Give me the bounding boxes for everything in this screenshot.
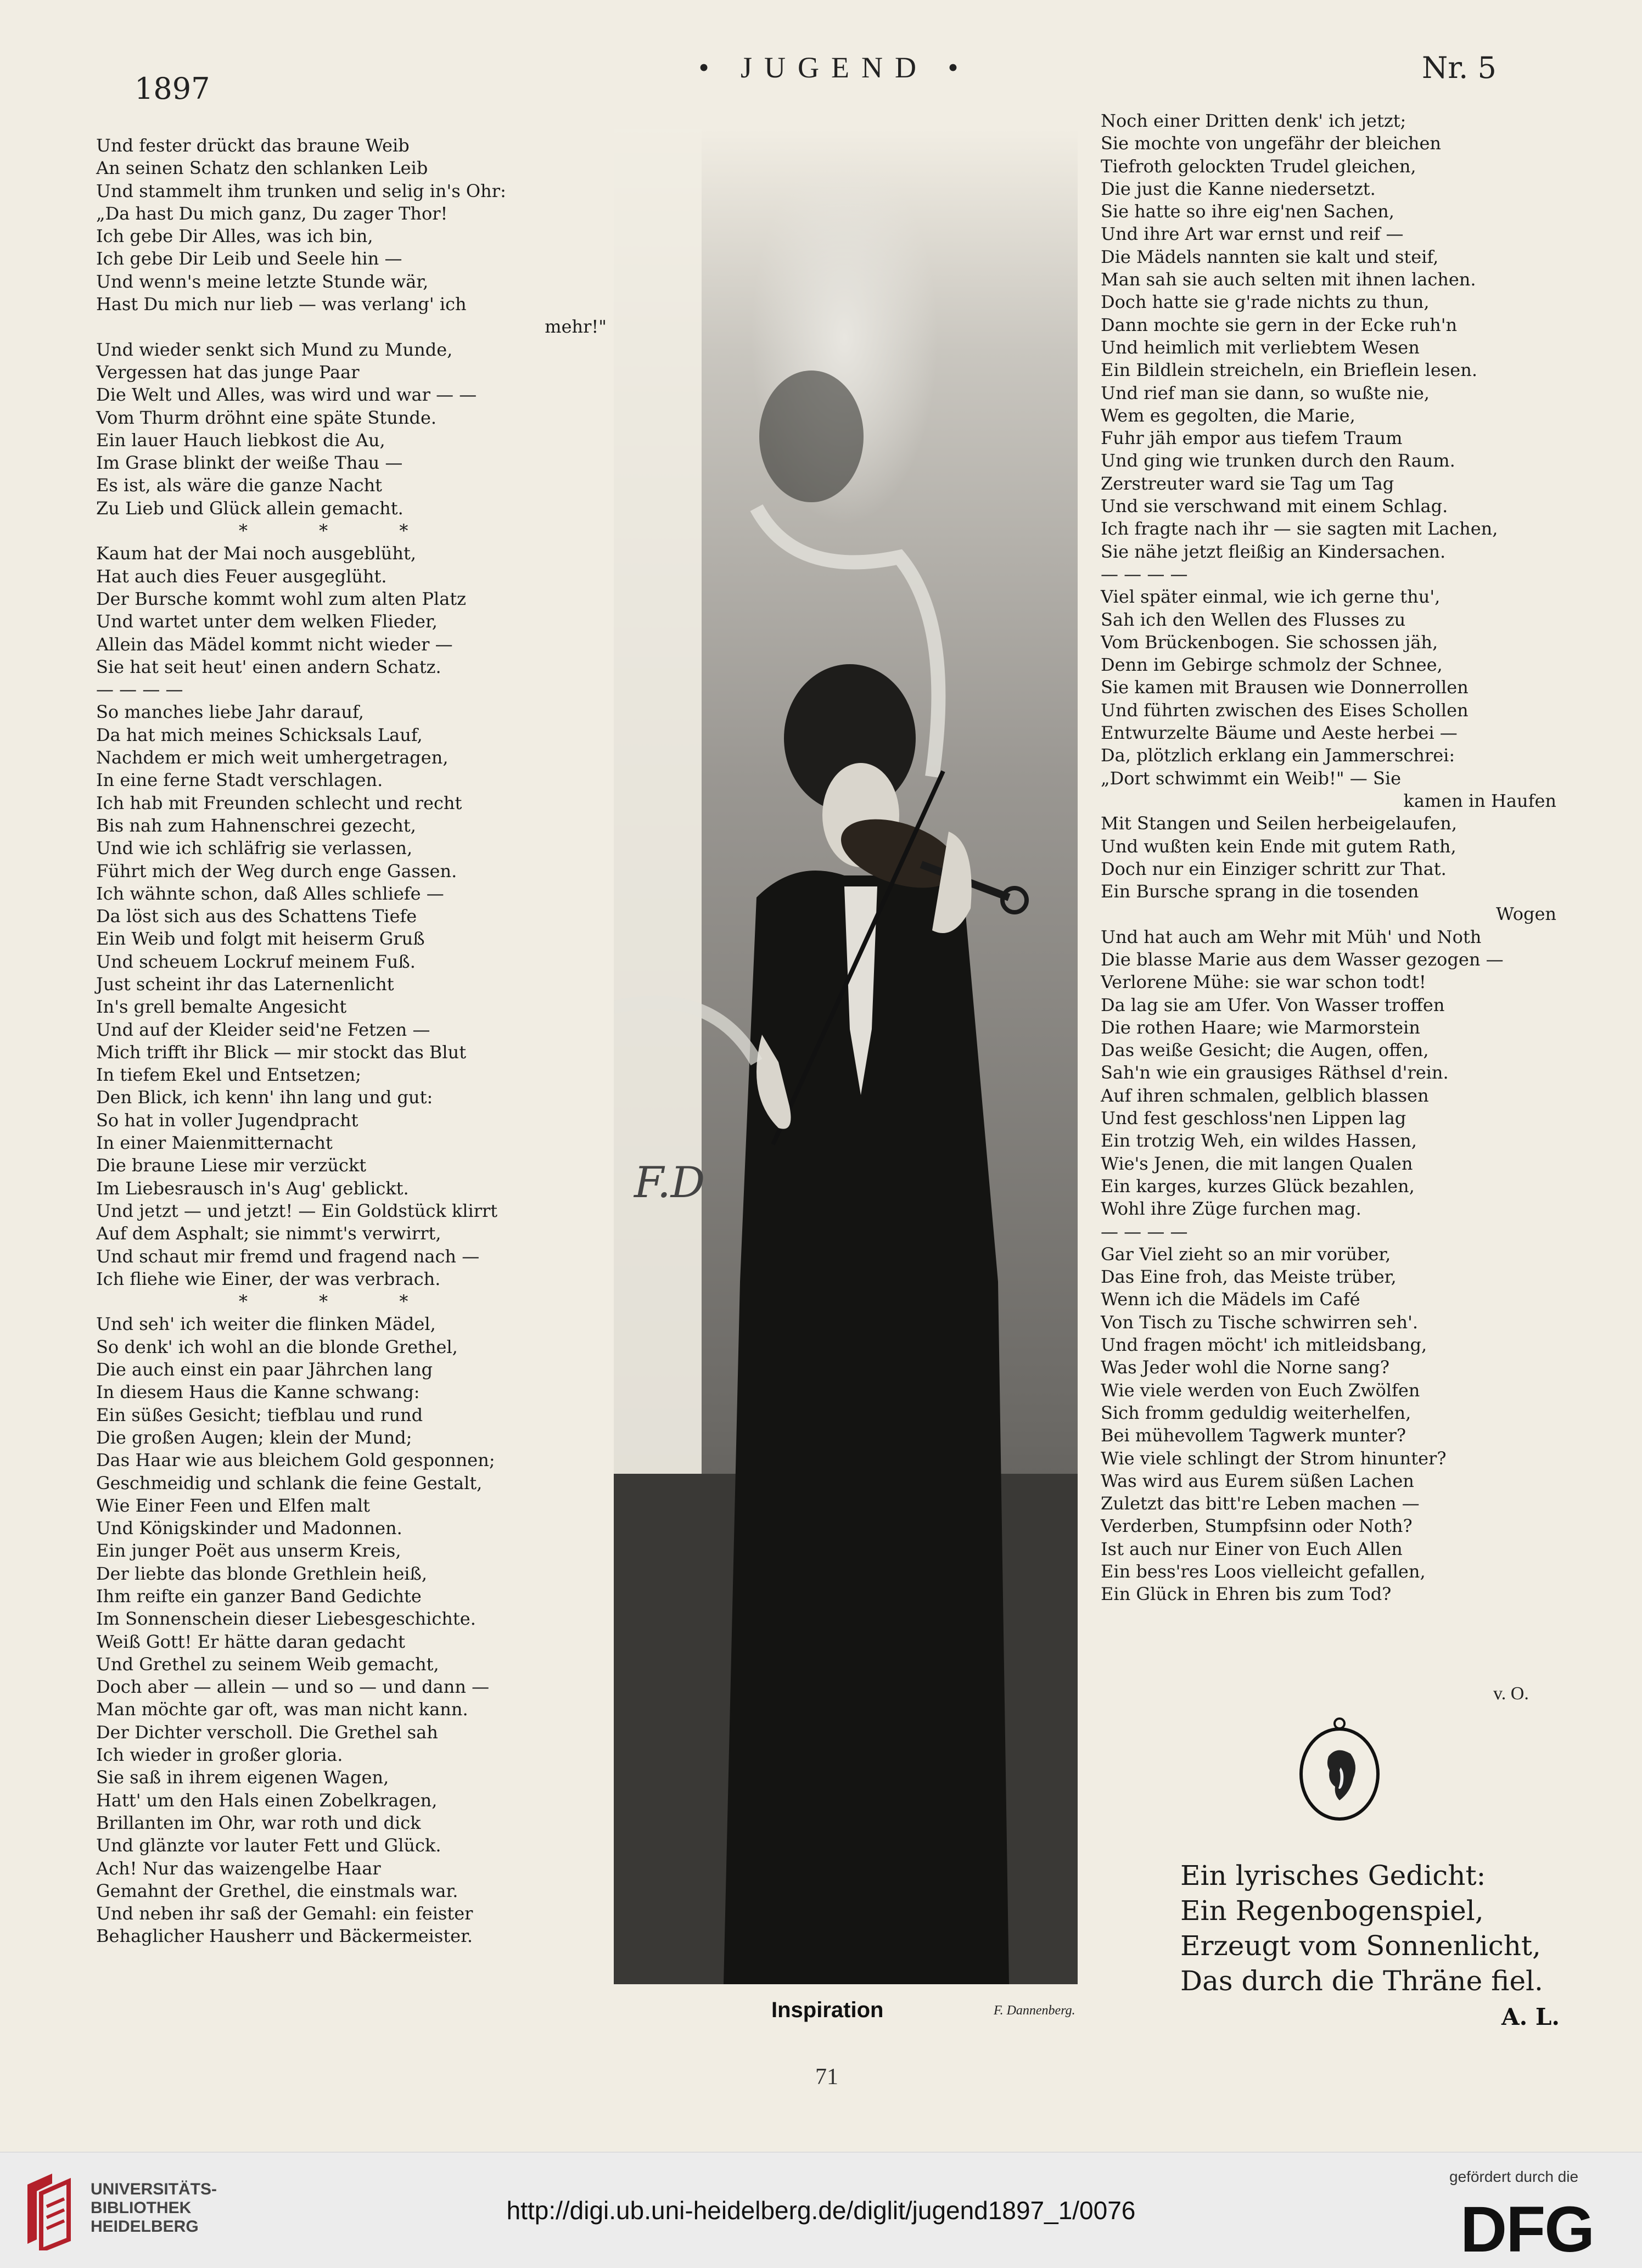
poem-right-column [1101, 110, 1556, 1606]
poem-line: Sah ich den Wellen des Flusses zu [1101, 609, 1406, 630]
small-poem-line: Erzeugt vom Sonnenlicht, [1180, 1930, 1541, 1962]
poem-line: In eine ferne Stadt verschlagen. [96, 770, 383, 791]
poem-line: Und schaut mir fremd und fragend nach — [96, 1245, 480, 1267]
poem-line: Was Jeder wohl die Norne sang? [1101, 1357, 1389, 1378]
poem-line: kamen in Haufen [1403, 790, 1556, 811]
poem-line: Und fragen möcht' ich mitleidsbang, [1101, 1334, 1427, 1356]
poem-line: Mit Stangen und Seilen herbeigelaufen, [1101, 813, 1458, 834]
poem-line: Führt mich der Weg durch enge Gassen. [96, 860, 457, 882]
poem-line: Ein Bildlein streicheln, ein Brieflein lesen. [1101, 360, 1477, 381]
poem-line: Doch hatte sie g'rade nichts zu thun, [1101, 291, 1430, 313]
poem-line: mehr!" [545, 316, 607, 338]
poem-line: Ihm reifte ein ganzer Band Gedichte [96, 1586, 422, 1607]
poem-line: Doch aber — allein — und so — und dann — [96, 1676, 490, 1698]
poem-line: Wie Einer Feen und Elfen malt [96, 1495, 370, 1516]
poem-line: Das weiße Gesicht; die Augen, offen, [1101, 1040, 1429, 1061]
poem-line: Und wartet unter dem welken Flieder, [96, 611, 438, 632]
poem-line: Nachdem er mich weit umhergetragen, [96, 747, 449, 768]
poem-line: Sah'n wie ein grausiges Räthsel d'rein. [1101, 1062, 1449, 1084]
header-year: 1897 [135, 71, 210, 106]
library-name-line2: BIBLIOTHEK [91, 2199, 192, 2217]
poem-line: Ist auch nur Einer von Euch Allen [1101, 1538, 1403, 1559]
medallion-portrait-icon [1296, 1713, 1383, 1822]
poem-line: Und führten zwischen des Eises Schollen [1101, 699, 1469, 721]
poem-line: Das Eine froh, das Meiste trüber, [1101, 1266, 1397, 1288]
poem-line: Die Welt und Alles, was wird und war — — [96, 384, 477, 406]
poem-line: Wem es gegolten, die Marie, [1101, 405, 1355, 426]
poem-line: Die großen Augen; klein der Mund; [96, 1427, 412, 1448]
poem-line: Den Blick, ich kenn' ihn lang und gut: [96, 1087, 433, 1108]
library-name-line3: HEIDELBERG [91, 2218, 199, 2236]
artist-signature: F.D [634, 1158, 705, 1208]
small-poem-line: Das durch die Thräne fiel. [1180, 1965, 1543, 1997]
small-poem-line: Ein Regenbogenspiel, [1180, 1895, 1484, 1927]
header-title: • JUGEND • [698, 51, 971, 84]
poem-line: Zerstreuter ward sie Tag um Tag [1101, 473, 1394, 494]
poem-line: Vergessen hat das junge Paar [96, 361, 360, 383]
poem-line: Verlorene Mühe: sie war schon todt! [1101, 972, 1426, 993]
dfg-logo[interactable]: DFG [1460, 2193, 1594, 2266]
poem-line: Ein süßes Gesicht; tiefblau und rund [96, 1404, 423, 1425]
poem-line: Kaum hat der Mai noch ausgeblüht, [96, 543, 417, 564]
poem-line: Zuletzt das bitt're Leben machen — [1101, 1493, 1420, 1514]
poem-line: Und glänzte vor lauter Fett und Glück. [96, 1835, 441, 1856]
poem-line: Und jetzt — und jetzt! — Ein Goldstück klirrt [96, 1200, 498, 1221]
poem-line: Sie hatte so ihre eig'nen Sachen, [1101, 201, 1394, 222]
viewer-footer [0, 2152, 1642, 2268]
poem-line: Und stammelt ihm trunken und selig in's Ohr: [96, 180, 506, 201]
poem-line: Wie viele werden von Euch Zwölfen [1101, 1379, 1420, 1401]
poem-line: Vom Brückenbogen. Sie schossen jäh, [1101, 631, 1438, 653]
poem-line: Die just die Kanne niedersetzt. [1101, 178, 1376, 199]
poem-line: Und scheuem Lockruf meinem Fuß. [96, 951, 416, 972]
poem-line: Und wieder senkt sich Mund zu Munde, [96, 339, 453, 360]
poem-line: Ich fragte nach ihr — sie sagten mit Lachen, [1101, 518, 1498, 540]
poem-line: Sie kamen mit Brausen wie Donnerrollen [1101, 677, 1469, 698]
poem-line: Ein junger Poët aus unserm Kreis, [96, 1540, 401, 1562]
poem-line: Allein das Mädel kommt nicht wieder — [96, 633, 453, 655]
poem-author: v. O. [1493, 1683, 1529, 1704]
poem-line: Gemahnt der Grethel, die einstmals war. [96, 1880, 458, 1901]
poem-line: Wie viele schlingt der Strom hinunter? [1101, 1447, 1447, 1469]
poem-line: Ein bess'res Loos vielleicht gefallen, [1101, 1561, 1426, 1582]
small-poem-line: Ein lyrisches Gedicht: [1180, 1860, 1486, 1891]
poem-line: * * * [239, 1291, 441, 1312]
poem-line: Fuhr jäh empor aus tiefem Traum [1101, 428, 1403, 449]
poem-line: Man möchte gar oft, was man nicht kann. [96, 1699, 468, 1720]
poem-line: Und rief man sie dann, so wußte nie, [1101, 382, 1430, 403]
poem-line: Und ging wie trunken durch den Raum. [1101, 450, 1455, 471]
poem-line: Da hat mich meines Schicksals Lauf, [96, 724, 423, 745]
poem-left-column [96, 134, 607, 1948]
poem-line: Ach! Nur das waizengelbe Haar [96, 1857, 381, 1879]
poem-line: Sie hat seit heut' einen andern Schatz. [96, 656, 441, 677]
poem-line: Verderben, Stumpfsinn oder Noth? [1101, 1515, 1413, 1537]
poem-line: Ein Bursche sprang in die tosenden [1101, 881, 1419, 902]
poem-line: Ein trotzig Weh, ein wildes Hassen, [1101, 1130, 1417, 1152]
poem-line: Der liebte das blonde Grethlein heiß, [96, 1563, 428, 1584]
poem-line: Von Tisch zu Tische schwirren seh'. [1101, 1311, 1419, 1333]
poem-line: Das Haar wie aus bleichem Gold gesponnen; [96, 1450, 495, 1471]
poem-line: Und neben ihr saß der Gemahl: ein feister [96, 1903, 473, 1924]
poem-line: Da lag sie am Ufer. Von Wasser troffen [1101, 994, 1445, 1015]
poem-line: Wogen [1495, 903, 1556, 925]
poem-line: Der Dichter verscholl. Die Grethel sah [96, 1721, 438, 1743]
poem-line: Und ihre Art war ernst und reif — [1101, 223, 1404, 245]
poem-line: Und fester drückt das braune Weib [96, 135, 410, 156]
poem-line: Viel später einmal, wie ich gerne thu', [1101, 586, 1441, 608]
poem-line: Sie saß in ihrem eigenen Wagen, [96, 1767, 389, 1788]
poem-line: Wohl ihre Züge furchen mag. [1101, 1198, 1361, 1220]
poem-line: Zu Lieb und Glück allein gemacht. [96, 497, 404, 519]
poem-line: — — — — [1101, 1221, 1188, 1242]
header-issue-number: Nr. 5 [1422, 50, 1497, 85]
poem-line: Ein Weib und folgt mit heiserm Gruß [96, 928, 425, 950]
poem-line: Ich wähnte schon, daß Alles schliefe — [96, 883, 444, 904]
small-poem-author: A. L. [1501, 2003, 1560, 2030]
poem-line: Hatt' um den Hals einen Zobelkragen, [96, 1789, 438, 1811]
poem-line: An seinen Schatz den schlanken Leib [96, 158, 428, 179]
poem-line: Ich gebe Dir Leib und Seele hin — [96, 248, 402, 270]
poem-line: In's grell bemalte Angesicht [96, 996, 347, 1018]
poem-line: Im Sonnenschein dieser Liebesgeschichte. [96, 1608, 476, 1630]
poem-line: Brillanten im Ohr, war roth und dick [96, 1812, 421, 1833]
poem-line: „Dort schwimmt ein Weib!" — Sie [1101, 767, 1402, 789]
poem-line: So denk' ich wohl an die blonde Grethel, [96, 1336, 458, 1357]
small-poem [1180, 1858, 1543, 1998]
poem-line: — — — — [1101, 563, 1188, 585]
poem-line: Ich fliehe wie Einer, der was verbrach. [96, 1268, 441, 1289]
page-number: 71 [815, 2064, 838, 2090]
poem-line: Ein karges, kurzes Glück bezahlen, [1101, 1175, 1415, 1197]
poem-line: Ich hab mit Freunden schlecht und recht [96, 792, 462, 813]
poem-line: Gar Viel zieht so an mir vorüber, [1101, 1243, 1391, 1265]
poem-line: Da, plötzlich erklang ein Jammerschrei: [1101, 745, 1455, 766]
poem-line: Da löst sich aus des Schattens Tiefe [96, 906, 417, 927]
library-name-line1: UNIVERSITÄTS- [91, 2180, 217, 2198]
poem-line: Just scheint ihr das Laternenlicht [96, 973, 394, 995]
poem-line: Im Grase blinkt der weiße Thau — [96, 452, 403, 474]
poem-line: Die Mädels nannten sie kalt und steif, [1101, 246, 1439, 267]
poem-line: Und auf der Kleider seid'ne Fetzen — [96, 1019, 430, 1040]
illustration-caption: Inspiration [771, 1998, 884, 2022]
poem-line: Auf ihren schmalen, gelblich blassen [1101, 1085, 1429, 1106]
poem-line: In diesem Haus die Kanne schwang: [96, 1382, 420, 1403]
poem-line: Behaglicher Hausherr und Bäckermeister. [96, 1925, 473, 1947]
poem-line: Und hat auch am Wehr mit Müh' und Noth [1101, 926, 1482, 947]
poem-line: Was wird aus Eurem süßen Lachen [1101, 1470, 1414, 1491]
poem-line: „Da hast Du mich ganz, Du zager Thor! [96, 203, 448, 224]
poem-line: Und seh' ich weiter die flinken Mädel, [96, 1313, 436, 1335]
poem-line: So manches liebe Jahr darauf, [96, 701, 364, 723]
poem-line: Geschmeidig und schlank die feine Gestalt, [96, 1472, 483, 1494]
poem-line: In einer Maienmitternacht [96, 1132, 333, 1154]
poem-line: Man sah sie auch selten mit ihnen lachen. [1101, 269, 1476, 290]
poem-line: In tiefem Ekel und Entsetzen; [96, 1064, 361, 1086]
poem-line: Wenn ich die Mädels im Café [1101, 1289, 1360, 1310]
poem-line: Hat auch dies Feuer ausgeglüht. [96, 565, 387, 587]
poem-line: Wie's Jenen, die mit langen Qualen [1101, 1153, 1413, 1174]
poem-line: Noch einer Dritten denk' ich jetzt; [1101, 110, 1406, 131]
poem-line: Bis nah zum Hahnenschrei gezecht, [96, 815, 416, 836]
violinist-illustration [614, 129, 1078, 1984]
poem-line: Ich wieder in großer gloria. [96, 1744, 343, 1766]
poem-line: Sie mochte von ungefähr der bleichen [1101, 133, 1441, 154]
poem-line: — — — — [96, 679, 183, 700]
poem-line: Entwurzelte Bäume und Aeste herbei — [1101, 722, 1458, 744]
poem-line: Sie nähe jetzt fleißig an Kindersachen. [1101, 541, 1446, 562]
illustration-artist: F. Dannenberg. [994, 2003, 1075, 2018]
poem-line: Der Bursche kommt wohl zum alten Platz [96, 588, 467, 609]
poem-line: Die auch einst ein paar Jährchen lang [96, 1359, 433, 1380]
poem-line: Ich gebe Dir Alles, was ich bin, [96, 226, 373, 247]
poem-line: Und fest geschloss'nen Lippen lag [1101, 1108, 1406, 1129]
poem-line: Mich trifft ihr Blick — mir stockt das Blut [96, 1041, 467, 1063]
poem-line: Auf dem Asphalt; sie nimmt's verwirrt, [96, 1223, 441, 1244]
poem-line: Im Liebesrausch in's Aug' geblickt. [96, 1177, 409, 1199]
illustration-inspiration [614, 129, 1078, 1984]
poem-line: Vom Thurm dröhnt eine späte Stunde. [96, 407, 437, 428]
poem-line: Denn im Gebirge schmolz der Schnee, [1101, 654, 1443, 676]
document-url-link[interactable]: http://digi.ub.uni-heidelberg.de/diglit/jugend1897_1/0076 [506, 2196, 1136, 2225]
poem-line: Hast Du mich nur lieb — was verlang' ich [96, 294, 467, 315]
poem-line: Und heimlich mit verliebtem Wesen [1101, 336, 1420, 358]
poem-line: Dann mochte sie gern in der Ecke ruh'n [1101, 314, 1458, 335]
poem-line: Und wie ich schläfrig sie verlassen, [96, 838, 413, 859]
poem-line: Doch nur ein Einziger schritt zur That. [1101, 858, 1447, 879]
poem-line: Tiefroth gelockten Trudel gleichen, [1101, 155, 1416, 177]
poem-line: Weiß Gott! Er hätte daran gedacht [96, 1631, 406, 1652]
poem-line: Und wußten kein Ende mit gutem Rath, [1101, 835, 1456, 857]
poem-line: Und wenn's meine letzte Stunde wär, [96, 271, 429, 292]
poem-line: Die blasse Marie aus dem Wasser gezogen — [1101, 948, 1504, 970]
poem-line: Die braune Liese mir verzückt [96, 1155, 367, 1176]
poem-line: Es ist, als wäre die ganze Nacht [96, 475, 383, 496]
sponsor-text: gefördert durch die [1449, 2168, 1579, 2185]
poem-line: Bei mühevollem Tagwerk munter? [1101, 1425, 1406, 1446]
poem-line: So hat in voller Jugendpracht [96, 1109, 358, 1131]
poem-line: Und Grethel zu seinem Weib gemacht, [96, 1653, 439, 1675]
poem-line: * * * [239, 520, 441, 542]
poem-line: Und sie verschwand mit einem Schlag. [1101, 496, 1448, 517]
poem-line: Ein lauer Hauch liebkost die Au, [96, 429, 385, 451]
poem-line: Und Königskinder und Madonnen. [96, 1518, 402, 1539]
poem-line: Die rothen Haare; wie Marmorstein [1101, 1017, 1420, 1038]
poem-line: Sich fromm geduldig weiterhelfen, [1101, 1402, 1411, 1423]
poem-line: Ein Glück in Ehren bis zum Tod? [1101, 1584, 1392, 1605]
